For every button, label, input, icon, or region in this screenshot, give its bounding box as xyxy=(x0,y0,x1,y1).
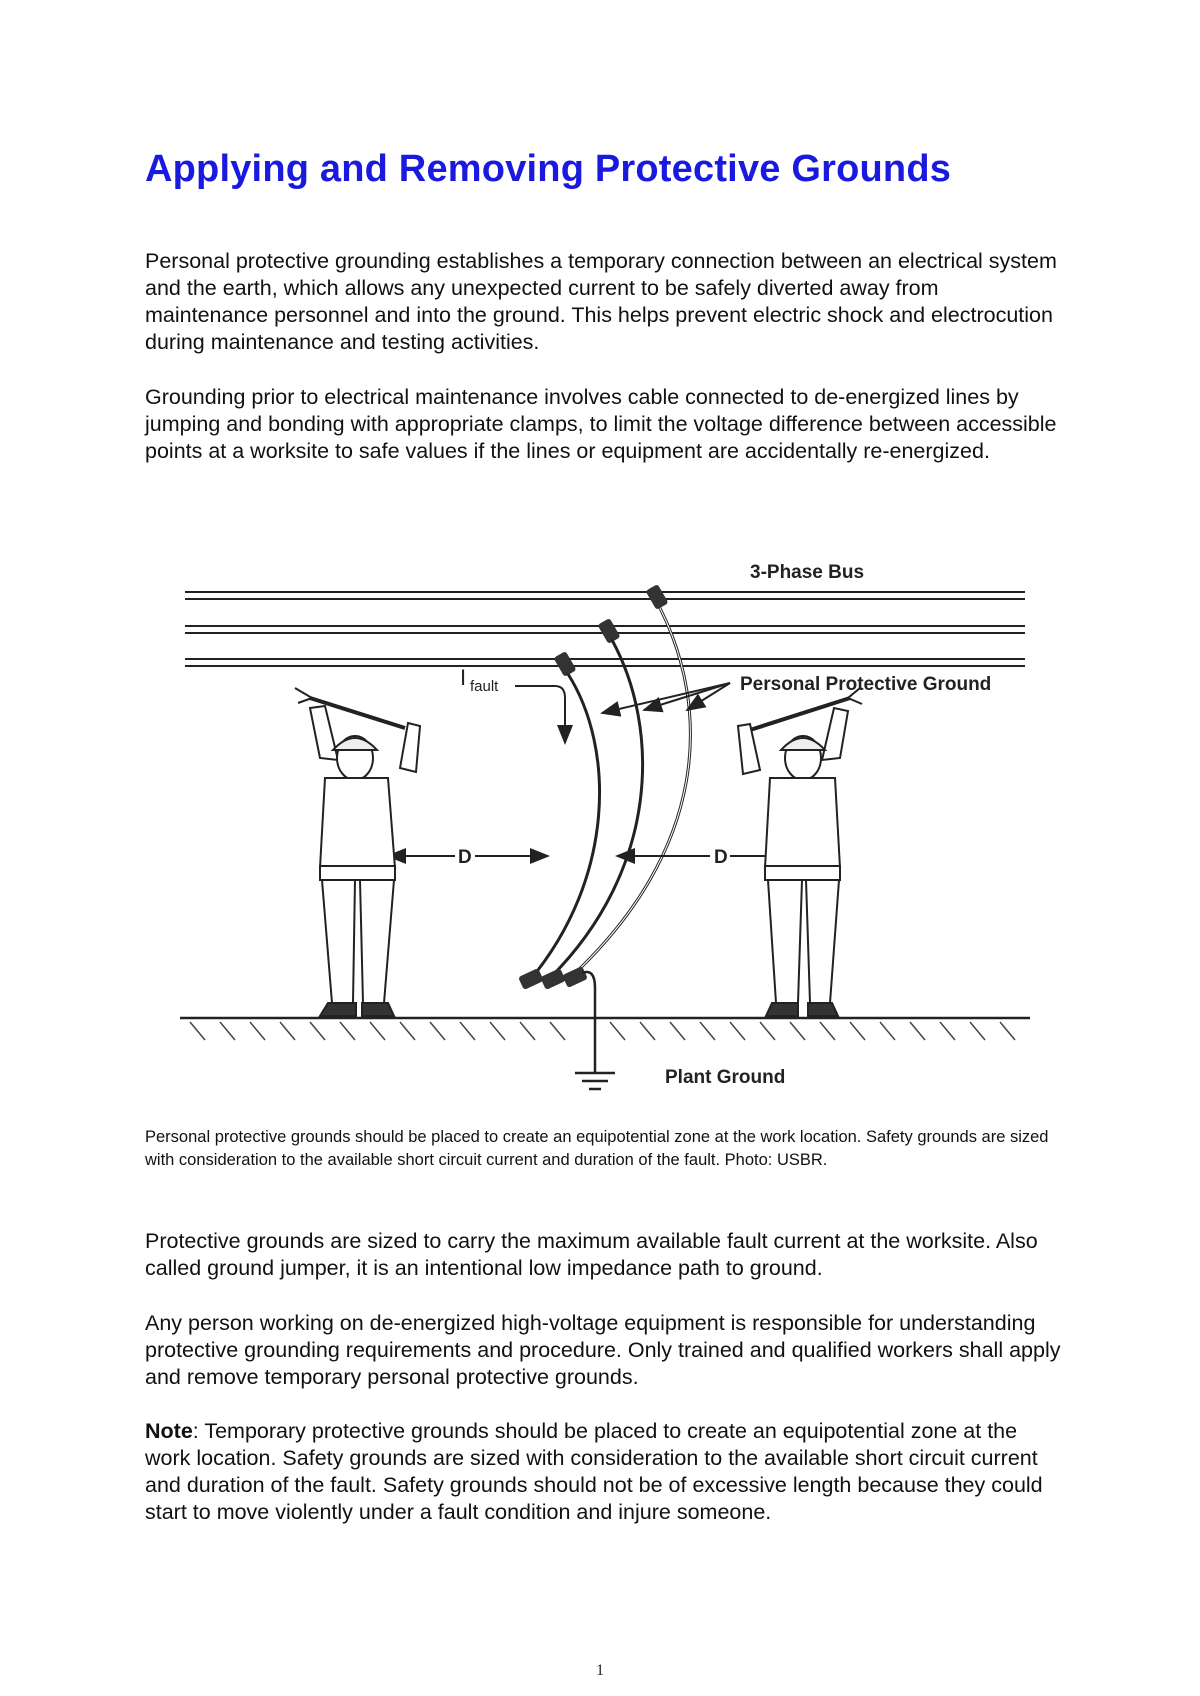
body-paragraph-2: Any person working on de-energized high-voltage equipment is responsible for understanding protective grounding requirements and procedure. Only trained and qualified workers shall apply and remove temporary personal protective grounds. xyxy=(145,1311,1061,1389)
ground-surface xyxy=(180,1018,1030,1040)
left-worker xyxy=(295,688,420,1016)
ground-clamps xyxy=(518,966,588,990)
page-title: Applying and Removing Protective Grounds xyxy=(145,148,952,190)
plant-ground-label: Plant Ground xyxy=(665,1067,786,1088)
fault-current-label xyxy=(460,665,499,695)
right-worker xyxy=(738,688,862,1016)
body-paragraph-1: Protective grounds are sized to carry the maximum available fault current at the worksite. Also called ground jumper, it is an intentional low impedance path to ground. xyxy=(145,1229,1038,1280)
page-number: 1 xyxy=(596,1662,604,1679)
grounding-paragraph: Grounding prior to electrical maintenance involves cable connected to de-energized lines by jumping and bonding with appropriate clamps, to limit the voltage difference between accessible points at a worksite to safe values if the lines or equipment are accidentally re-energized. xyxy=(145,385,1057,463)
note-label: Note xyxy=(145,1419,193,1443)
plant-ground-symbol xyxy=(575,1018,615,1089)
distance-right-label: D xyxy=(714,847,728,868)
ppg-pointers xyxy=(602,683,730,713)
note-paragraph xyxy=(145,1418,1065,1526)
ground-cables xyxy=(530,608,690,980)
svg-text:fault: fault xyxy=(470,678,499,695)
intro-paragraph: Personal protective grounding establishes a temporary connection between an electrical system and the earth, which allows any unexpected current to be safely diverted away from maintenance personnel and into the ground. This helps prevent electric shock and electrocution during maintenance and testing activities. xyxy=(145,249,1057,354)
figure-caption: Personal protective grounds should be placed to create an equipotential zone at the work location. Safety grounds are sized with consideration to the available short circuit current and duration of the fault. Photo: USBR. xyxy=(145,1128,1049,1169)
fault-arrow xyxy=(515,686,565,743)
bus-clamps xyxy=(553,584,668,677)
note-text: : Temporary protective grounds should be placed to create an equipotential zone at the work location. Safety grounds are sized with consideration to the available short circuit current and duration of the fault. Safety grounds should not be of excessive length because they could start to move violently under a fault condition and injure someone. xyxy=(145,1419,1043,1524)
svg-text:I: I xyxy=(460,665,467,690)
bus-label: 3-Phase Bus xyxy=(750,562,865,583)
ppg-label: Personal Protective Ground xyxy=(740,674,992,695)
grounding-diagram xyxy=(170,548,1040,1118)
distance-left-label: D xyxy=(458,847,472,868)
